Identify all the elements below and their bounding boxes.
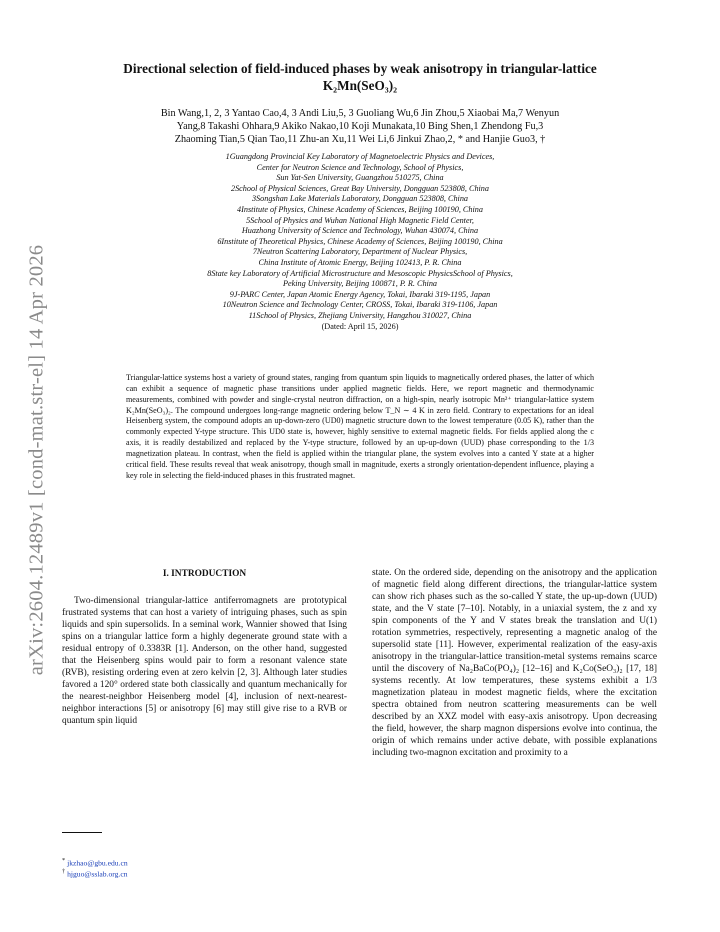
author-line: Yang,8 Takashi Ohhara,9 Akiko Nakao,10 Koji Munakata,10 Bing Shen,1 Zhendong Fu,3 bbox=[176, 121, 544, 133]
affiliation-line: 7Neutron Scattering Laboratory, Department of Nuclear Physics, bbox=[252, 247, 468, 257]
footnote-2 bbox=[62, 867, 128, 880]
affiliation-list bbox=[95, 152, 625, 332]
left-column bbox=[62, 568, 347, 727]
dated-line: (Dated: April 15, 2026) bbox=[321, 321, 399, 331]
paper-title bbox=[70, 61, 650, 94]
affiliation-line: Peking University, Beijing 100871, P. R. China bbox=[282, 279, 438, 289]
affiliation-line: 5School of Physics and Wuhan National High Magnetic Field Center, bbox=[246, 215, 474, 225]
affiliation-line: Center for Neutron Science and Technology, School of Physics, bbox=[256, 162, 464, 172]
footnote-mark-2: † bbox=[62, 868, 66, 875]
author-list bbox=[95, 107, 625, 147]
right-column bbox=[372, 567, 657, 759]
affiliation-line: 3Songshan Lake Materials Laboratory, Dongguan 523808, China bbox=[251, 194, 469, 204]
affiliation-line: 9J-PARC Center, Japan Atomic Energy Agency, Tokai, Ibaraki 319-1195, Japan bbox=[229, 289, 491, 299]
author-line: Bin Wang,1, 2, 3 Yantao Cao,4, 3 Andi Liu,5, 3 Guoliang Wu,6 Jin Zhou,5 Xiaobai Ma,7 Wenyun bbox=[160, 108, 560, 119]
email-link-2[interactable]: hjguo@sslab.org.cn bbox=[67, 869, 128, 879]
affiliation-line: 8State key Laboratory of Artificial Microstructure and Mesoscopic PhysicsSchool of Physics, bbox=[207, 268, 513, 278]
title-line-1: Directional selection of field-induced phases by weak anisotropy in triangular-lattice bbox=[123, 61, 597, 76]
affiliation-line: 2School of Physical Sciences, Great Bay University, Dongguan 523808, China bbox=[230, 183, 489, 193]
affiliation-line: 4Institute of Physics, Chinese Academy of Sciences, Beijing 100190, China bbox=[237, 204, 483, 214]
affiliation-line: 10Neutron Science and Technology Center, CROSS, Tokai, Ibaraki 319-1106, Japan bbox=[222, 300, 498, 310]
affiliation-line: China Institute of Atomic Energy, Beijing 102413, P. R. China bbox=[258, 257, 462, 267]
abstract: Triangular-lattice systems host a variety of ground states, ranging from quantum spin liquids to magnetically ordered phases, the latter of which can exhibit a sequence of magnetic phase transitions under applied magnetic fields. Here, we report magnetic and thermodynamic measurements, combined with powder and single-crystal neutron diffraction, on a high-spin, nearly isotropic Mn²⁺ triangular-lattice system K₂Mn(SeO₃)₂. The compound undergoes long-range magnetic ordering below T_N ∼ 4 K in zero field. Contrary to expectations for an ideal Heisenberg system, the compound adopts an up-down-zero (UD0) magnetic structure down to the lowest temperature (0.05 K), rather than the commonly expected Y-type structure. This UD0 state is, however, highly sensitive to external magnetic fields. For fields applied along the c axis, it is readily destabilized and replaced by the Y-type structure, followed by an up-up-down (UUD) phase corresponding to the 1/3 magnetization plateau. In contrast, when the field is applied within the triangular plane, the system evolves into a canted Y state at a higher critical field. These results reveal that weak anisotropy, though small in magnitude, exerts a strongly orientation-dependent influence, playing a key role in selecting the field-induced phases in this frustrated magnet. bbox=[126, 373, 594, 480]
title-line-2: K₂Mn(SeO₃)₂ bbox=[322, 77, 398, 93]
author-line: Zhaoming Tian,5 Qian Tao,11 Zhu-an Xu,11 Wei Li,6 Jinkui Zhao,2, * and Hanjie Guo3, † bbox=[174, 134, 546, 146]
footnote-mark-1: * bbox=[62, 857, 66, 864]
section-heading: I. INTRODUCTION bbox=[162, 569, 247, 579]
affiliation-line: 6Institute of Theoretical Physics, Chinese Academy of Sciences, Beijing 100190, China bbox=[217, 236, 503, 246]
intro-paragraph-left: Two-dimensional triangular-lattice antiferromagnets are prototypical frustrated systems that can host a variety of intriguing phases, such as spin liquids and spin supersolids. In a seminal work, Wannier showed that Ising spins on a triangular lattice form a highly degenerate ground state with a residual entropy of 0.3383R [1]. Anderson, on the other hand, suggested that the Heisenberg spins would pair to form a resonant valence state (RVB), resisting ordering even at zero kelvin [2, 3]. Although later studies favored a 120° ordered state both classically and quantum mechanically for the nearest-neighbor Heisenberg model [4], inclusion of next-nearest-neighbor interactions [5] or anisotropy [6] may still give rise to a RVB or quantum spin liquid bbox=[62, 596, 347, 726]
arxiv-stamp-text: arXiv:2604.12489v1 [cond-mat.str-el] 14 Apr 2026 bbox=[25, 244, 48, 676]
email-link-1[interactable]: jkzhao@gbu.edu.cn bbox=[67, 858, 128, 868]
affiliation-line: 11School of Physics, Zhejiang University, Hangzhou 310027, China bbox=[248, 310, 472, 320]
affiliation-line: 1Guangdong Provincial Key Laboratory of Magnetoelectric Physics and Devices, bbox=[225, 152, 495, 161]
footnote-rule bbox=[62, 832, 102, 833]
intro-paragraph-right: state. On the ordered side, depending on the anisotropy and the application of magnetic field along different directions, the triangular-lattice system can show rich phases such as the so-called Y state, the up-up-down (UUD) state, and the V state [7–10]. Notably, in a uniaxial system, the z and xy spin components of the Y and V states break the translation and U(1) rotation symmetries, respectively, representing a magnetic analog of the supersolid state [11]. However, experimental realization of the easy-axis anisotropy in the triangular-lattice transition-metal systems remains scarce until the discovery of Na₂BaCo(PO₄)₂ [12–16] and K₂Co(SeO₃)₂ [17, 18] systems recently. At low temperatures, these systems exhibit a 1/3 magnetization plateau in modest magnetic fields, where the excitation spectra obtained from neutron scattering measurements can be well described by an XXZ model with easy-axis anisotropy. Upon decreasing the field, however, the sharp magnon dispersions evolve into continua, the origin of which remains under active debate, with possible explanations including two-magnon excitation and proximity to a bbox=[372, 568, 657, 758]
arxiv-stamp bbox=[22, 215, 52, 705]
affiliation-line: Huazhong University of Science and Technology, Wuhan 430074, China bbox=[241, 226, 479, 236]
affiliation-line: Sun Yat-Sen University, Guangzhou 510275, China bbox=[276, 173, 444, 183]
